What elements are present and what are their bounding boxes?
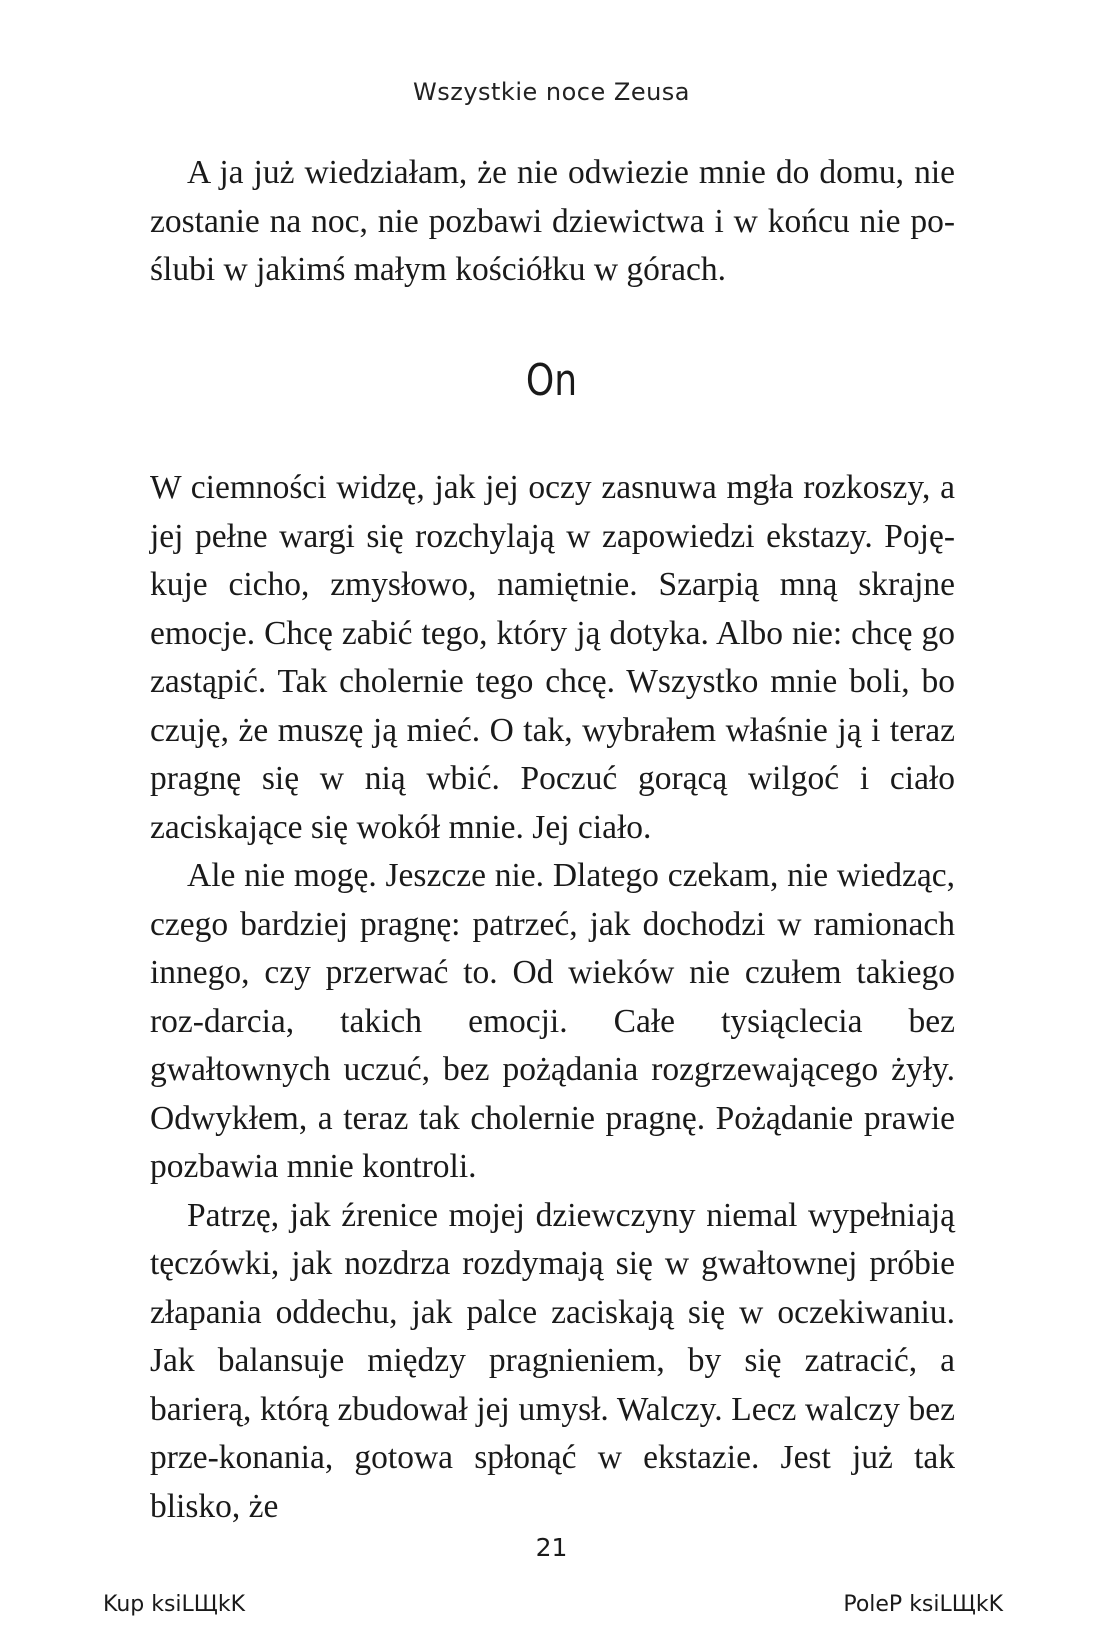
paragraph: Patrzę, jak źrenice mojej dziewczyny niemal wypełniają tęczówki, jak nozdrza rozdymają się w gwałtownej próbie złapania oddechu, jak palce zaciskają się w oczekiwaniu. Jak balansuje między pragnieniem, by się zatracić, a barierą, którą zbudował jej umysł. Walczy. Lecz walczy bez prze-konania, gotowa spłonąć w ekstazie. Jest już tak blisko, że bbox=[150, 1196, 955, 1525]
running-head: Wszystkie noce Zeusa bbox=[412, 78, 691, 106]
paragraph: A ja już wiedziałam, że nie odwiezie mnie do domu, nie zostanie na noc, nie pozbawi dziewictwa i w końcu nie po-ślubi w jakimś małym kościółku w górach. bbox=[150, 154, 955, 288]
recommend-book-link[interactable]: PoleP ksiLЩkK bbox=[843, 1592, 1003, 1617]
page-number: 21 bbox=[535, 1533, 568, 1562]
buy-book-link[interactable]: Kup ksiLЩkK bbox=[103, 1592, 246, 1617]
paragraph: W ciemności widzę, jak jej oczy zasnuwa mgła rozkoszy, a jej pełne wargi się rozchylają w zapowiedzi ekstazy. Poję-kuje cicho, zmysłowo, namiętnie. Szarpią mną skrajne emocje. Chcę zabić tego, który ją dotyka. Albo nie: chcę go zastąpić. Tak cholernie tego chcę. Wszystko mnie boli, bo czuję, że muszę ją mieć. O tak, wybrałem właśnie ją i teraz pragnę się w nią wbić. Poczuć gorącą wilgoć i ciało zaciskające się wokół mnie. Jej ciało. bbox=[150, 469, 955, 846]
paragraph: Ale nie mogę. Jeszcze nie. Dlatego czekam, nie wiedząc, czego bardziej pragnę: patrzeć, jak dochodzi w ramionach innego, czy przerwać to. Od wieków nie czułem takiego roz-darcia, takich emocji. Całe tysiąclecia bez gwałtownych uczuć, bez pożądania rozgrzewającego żyły. Odwykłem, a teraz tak cholernie pragnę. Pożądanie prawie pozbawia mnie kontroli. bbox=[150, 857, 955, 1185]
top-text-block bbox=[150, 149, 955, 295]
section-heading: On bbox=[525, 355, 578, 406]
main-text-block bbox=[150, 464, 955, 1531]
